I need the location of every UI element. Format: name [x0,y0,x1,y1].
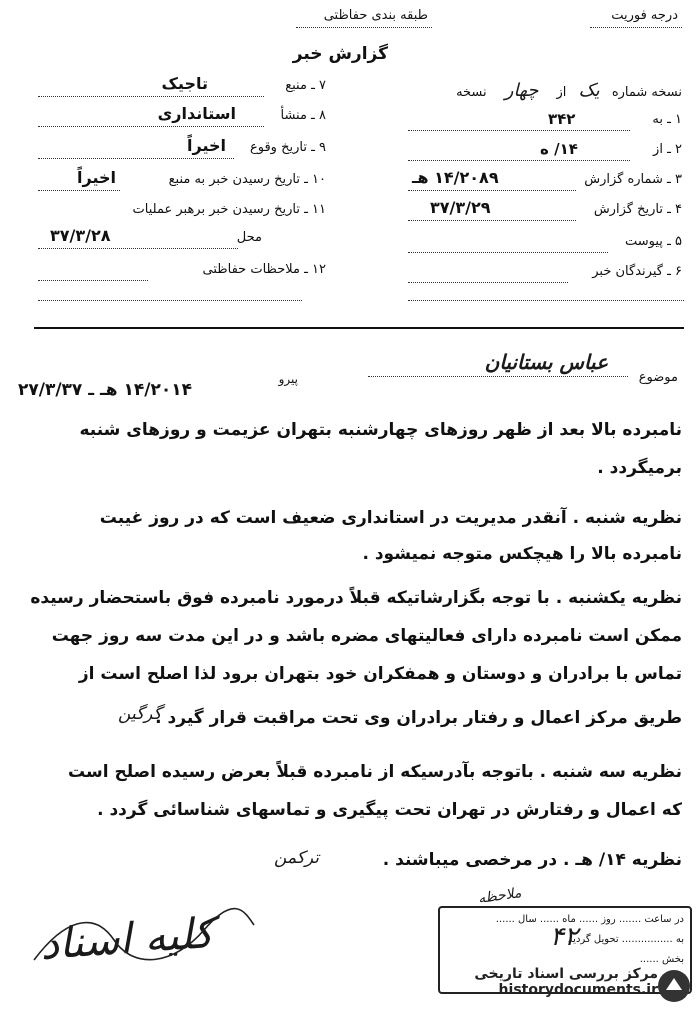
field-received-ops-underline [38,248,238,249]
field-report-no-underline [408,190,576,191]
stamp-line-1: در ساعت ....... روز ...... ماه ...... سال ...... [495,914,684,925]
body-line: ممکن است نامبرده دارای فعالیتهای مضره باشد و در این مدت سه روز جهت [51,626,682,646]
field-recipients-label: ۶ ـ گیرندگان خبر [592,264,682,279]
field-recipients-underline [408,282,568,283]
field-recipients-underline-2 [408,300,684,301]
body-line: نظریه شنبه . آنقدر مدیریت در استانداری ضعیف است که در روز غیبت [99,508,682,528]
stamp-line-3: بخش ...... [639,954,684,965]
subject-value: عباس بستانیان [484,350,608,374]
field-attachment-label: ۵ ـ پیوست [625,234,682,249]
last-initial: ترکمن [274,848,319,868]
field-attachment-underline [408,252,608,253]
watermark [474,966,658,998]
body-line: نظریه یکشنبه . با توجه بگزارشاتیکه قبلاً درمورد نامبرده فوق باستحضار رسیده [30,588,682,608]
field-received-source-underline [38,190,120,191]
field-to-value: ۳۴۲ [548,110,576,128]
field-origin-value: استانداری [157,104,236,123]
field-received-ops-value: ۳۷/۳/۲۸ [50,226,111,245]
field-event-date-label: ۹ ـ تاریخ وقوع [249,140,326,155]
signature: کلیه اسناد [38,908,215,969]
copy-number-value: یک [578,80,600,101]
body-line: برمیگردد . [597,458,682,478]
copy-total-value: چهار [504,80,539,101]
subject-ref-prefix: پیرو [278,372,298,386]
body-line: نامبرده بالا را هیچکس متوجه نمیشود . [362,544,682,564]
body-line: نامبرده بالا بعد از ظهر روزهای چهارشنبه بتهران عزیمت و روزهای شنبه [79,420,682,440]
signature-flourish [24,900,264,970]
field-origin-label: ۸ ـ منشأ [280,108,326,123]
body-line: تماس با برادران و دوستان و همفکران خود بتهران برود لذا اصلح است از [78,664,682,684]
field-source-underline [38,96,264,97]
subject-ref-value: ۱۴/۲۰۱۴ هـ ـ ۲۷/۳/۳۷ [18,380,192,400]
stamp-line-2: به ................ تحویل گردید [567,934,684,945]
field-from-label: ۲ ـ از [653,142,682,157]
field-received-source-label: ۱۰ ـ تاریخ رسیدن خبر به منبع [168,172,326,187]
body-line: نظریه سه شنبه . باتوجه بآدرسیکه از نامبرده قبلاً بعرض رسیده اصلح است [68,762,682,782]
field-source-value: تاجیک [161,74,208,93]
field-event-date-underline [38,158,234,159]
body-line: طریق مرکز اعمال و رفتار برادران وی تحت مراقبت قرار گیرد . [155,708,682,728]
field-event-date-value: اخیراً [187,136,226,155]
field-from-value: ۱۴/ ه [540,140,578,158]
field-received-source-value: اخیراً [77,168,116,187]
copy-suffix: نسخه [456,85,487,100]
copy-from-label: از [556,85,567,100]
copy-number-prefix: نسخه شماره [611,85,682,100]
field-report-date-value: ۳۷/۳/۲۹ [430,198,491,217]
section-divider [34,327,684,329]
field-received-ops-label: ۱۱ ـ تاریخ رسیدن خبر برهبر عملیات [132,202,326,217]
field-report-no-value: ۱۴/۲۰۸۹ هـ [412,168,499,187]
subject-label: موضوع [638,370,678,385]
field-place-label: محل [236,230,262,245]
received-mark: ملاحظه [477,885,523,907]
watermark-logo [656,968,692,1004]
field-report-date-label: ۴ ـ تاریخ گزارش [593,202,682,217]
classification-underline [296,27,432,28]
urgency-underline [590,27,682,28]
margin-initial: گرگین [118,704,162,724]
body-line: نظریه ۱۴/ هـ . در مرخصی میباشند . [382,850,682,870]
field-security-notes-underline-2 [38,300,302,301]
watermark-title: مرکز بررسی اسناد تاریخی [474,966,658,982]
classification-label: طبقه بندی حفاظتی [323,8,428,23]
field-report-date-underline [408,220,576,221]
field-to-label: ۱ ـ به [652,112,682,127]
field-to-underline [408,130,630,131]
field-source-label: ۷ ـ منبع [285,78,326,93]
page-title: گزارش خبر [292,44,388,64]
copy-number-line [456,80,682,101]
stamp-handwriting: ۴۲ [550,922,578,952]
field-security-notes-underline [38,280,148,281]
watermark-url: historydocuments.ir [498,982,658,998]
field-origin-underline [38,126,264,127]
urgency-label: درجه فوریت [611,8,678,23]
field-from-underline [408,160,630,161]
body-line: که اعمال و رفتارش در تهران تحت پیگیری و تماسهای شناسائی گردد . [97,800,682,820]
subject-underline [368,376,628,377]
field-security-notes-label: ۱۲ ـ ملاحظات حفاظتی [202,262,326,277]
field-report-no-label: ۳ ـ شماره گزارش [584,172,682,187]
